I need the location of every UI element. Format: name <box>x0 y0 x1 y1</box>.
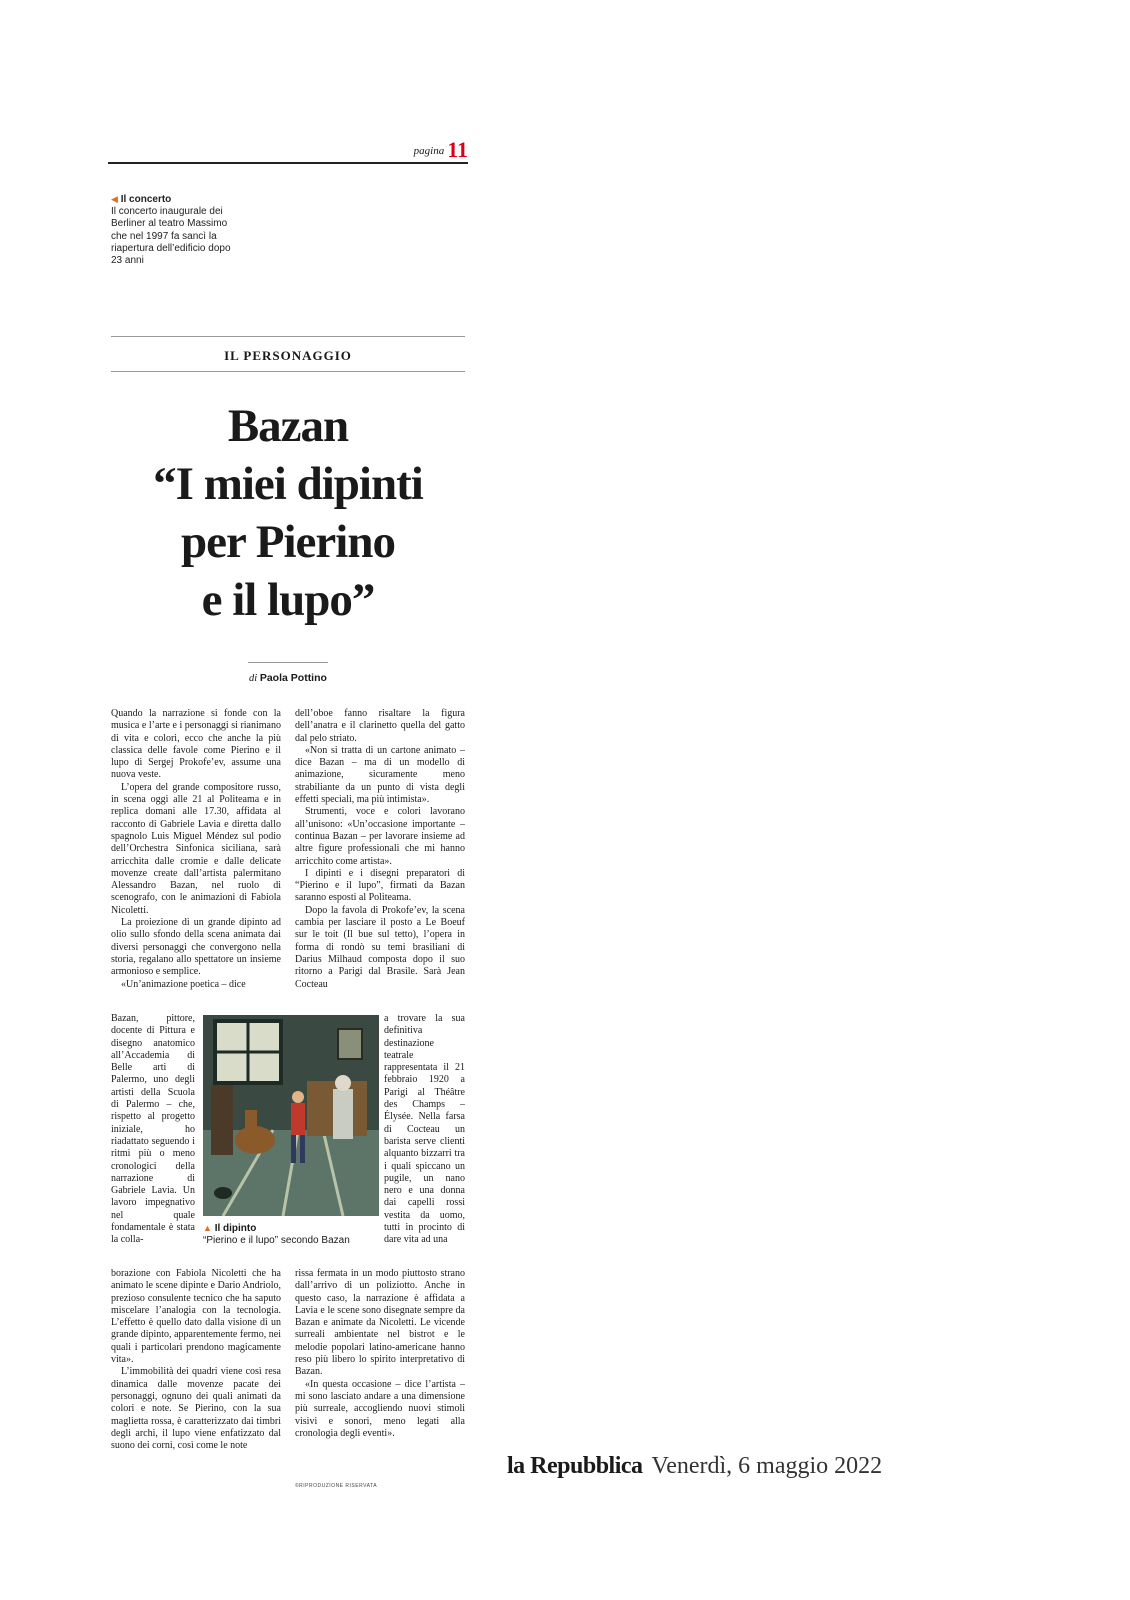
article-paragraph: La proiezione di un grande dipinto ad olio sullo sfondo della scena animata dai diversi personaggi che convergono nella storia, regalano allo spettatore un insieme armonioso e semplice. <box>111 917 281 978</box>
article-column-2-top <box>295 708 465 991</box>
page-word: pagina <box>413 145 445 157</box>
article-paragraph: dell’oboe fanno risaltare la figura dell’anatra e il clarinetto quella del gatto dal pelo striato. <box>295 708 465 744</box>
article-paragraph: Strumenti, voce e colori lavorano all’unisono: «Un’occasione importante – continua Bazan – per lavorare insieme ad altre figure professionali che mi hanno arricchito come artista». <box>295 806 465 867</box>
publication-date: Venerdì, 6 maggio 2022 <box>651 1453 883 1479</box>
article-paragraph: «In questa occasione – dice l’artista – mi sono lasciato andare a una dimensione più surreale, accogliendo nuovi stimoli visivi e sonori, meno legati alla cronologia degli eventi». <box>295 1378 465 1439</box>
newspaper-name: la Repubblica <box>507 1453 643 1479</box>
byline-prefix: di <box>249 673 258 684</box>
top-rule <box>108 162 468 164</box>
page-number: 11 <box>447 137 468 162</box>
article-paragraph: Dopo la favola di Prokofe’ev, la scena cambia per lasciare il posto a Le Boeuf sur le toit (Il bue sul tetto), l’opera in forma di rondò su temi brasiliani di Darius Milhaud composta dopo il suo ritorno a Parigi dal Brasile. Sarà Jean Cocteau <box>295 904 465 990</box>
headline-line: e il lupo” <box>201 574 375 626</box>
byline <box>111 672 465 684</box>
article-column-2-wrap <box>384 1013 465 1247</box>
article-paragraph: Quando la narrazione si fonde con la musica e l’arte e i personaggi si rianimano di vita e colori, ecco che anche la più classica delle favole come Pierino e il lupo di Sergej Prokofe’ev, assume una nuova veste. <box>111 708 281 781</box>
article-paragraph: rissa fermata in un modo piuttosto strano dall’arrivo di un poliziotto. Anche in questo caso, la narrazione è affidata a Lavia e le scene sono disegnate sempre da Bazan e animate da Nicoletti. Le vicende surreali ambientate nel bistrot e le melodie popolari latino-americane hanno reso più libero lo spirito interpretativo di Bazan. <box>295 1268 465 1378</box>
article-paragraph: borazione con Fabiola Nicoletti che ha animato le scene dipinte e Dario Andriolo, prezioso consulente tecnico che ha saputo miscelare l’analogia con la tecnologia. L’effetto è quello dato dalla visione di un grande dipinto, apparentemente fermo, nei quali i particolari prendono magicamente vita». <box>111 1268 281 1366</box>
article-column-1-bottom <box>111 1268 281 1452</box>
article-paragraph: I dipinti e i disegni preparatori di “Pierino e il lupo”, firmati da Bazan saranno esposti al Politeama. <box>295 867 465 904</box>
copyright-note: ©RIPRODUZIONE RISERVATA <box>295 1483 378 1489</box>
article-paragraph: Bazan, pittore, docente di Pittura e disegno anatomico all’Accademia di Belle arti di Palermo, uno degli artisti della Scuola di Palermo – che, rispetto al progetto iniziale, ho riadattato seguendo i ritmi più o meno cronologici della narrazione di Gabriele Lavia. Un lavoro impegnativo nel quale fondamentale è stata la colla- <box>111 1013 195 1246</box>
arrow-up-icon: ▲ <box>203 1223 212 1233</box>
article-paragraph: a trovare la sua definitiva destinazione teatrale rappresentata il 21 febbraio 1920 a Parigi al Théâtre des Champs – Élysée. Nella farsa di Cocteau un barista serve clienti alquanto bizzarri tra i quali spiccano un pugile, un nano nero e una donna dai capelli rossi vestita da uomo, tutti in procinto di dare vita ad una <box>384 1013 465 1246</box>
arrow-left-icon: ◀ <box>111 194 118 204</box>
article-paragraph: L’immobilità dei quadri viene così resa dinamica dalle movenze pacate dei personaggi, ognuno dei quali animati da colori e note. Se Pierino, con la sua maglietta rossa, è caratterizzato dai timbri degli archi, il lupo viene enfatizzato dal suono dei corni, così come le note <box>111 1366 281 1452</box>
photo-caption <box>203 1222 383 1247</box>
top-caption <box>111 193 241 267</box>
top-caption-text: Il concerto inaugurale dei Berliner al teatro Massimo che nel 1997 fa sancì la riapertura dell’edificio dopo 23 anni <box>111 206 231 267</box>
section-label: IL PERSONAGGIO <box>224 348 352 363</box>
article-paragraph: «Non si tratta di un cartone animato – dice Bazan – ma di un modello di animazione, sicuramente meno strabiliante da un punto di vista degli effetti speciali, ma più intimista». <box>295 744 465 806</box>
headline-line: per Pierino <box>181 516 395 568</box>
byline-author: Paola Pottino <box>259 672 327 684</box>
headline-line: Bazan <box>227 400 349 452</box>
photo-caption-text: “Pierino e il lupo” secondo Bazan <box>203 1235 350 1246</box>
page-label <box>108 137 468 163</box>
photo-caption-heading: Il dipinto <box>214 1223 257 1234</box>
footer <box>507 1453 882 1480</box>
article-paragraph: L’opera del grande compositore russo, in scena oggi alle 21 al Politeama e in replica domani alle 17.30, affidata al racconto di Gabriele Lavia e diretta dallo spagnolo Luis Miguel Méndez sul podio dell’Orchestra Sinfonica siciliana, sarà arricchita dalle cromie e dalle delicate movenze create dall’artista palermitano Alessandro Bazan, nel ruolo di scenografo, con le animazioni di Fabiola Nicoletti. <box>111 781 281 916</box>
article-column-2-bottom <box>295 1268 465 1440</box>
article-paragraph: «Un’animazione poetica – dice <box>121 978 246 990</box>
article-column-1-top <box>111 708 281 991</box>
section-rule-bottom <box>111 371 465 372</box>
section-rule-top <box>111 336 465 337</box>
painting-image <box>203 1015 379 1216</box>
headline-line: “I miei dipinti <box>153 458 423 510</box>
byline-rule <box>248 662 328 663</box>
article-column-1-wrap <box>111 1013 195 1247</box>
top-caption-heading: Il concerto <box>120 194 172 205</box>
headline <box>111 397 465 629</box>
